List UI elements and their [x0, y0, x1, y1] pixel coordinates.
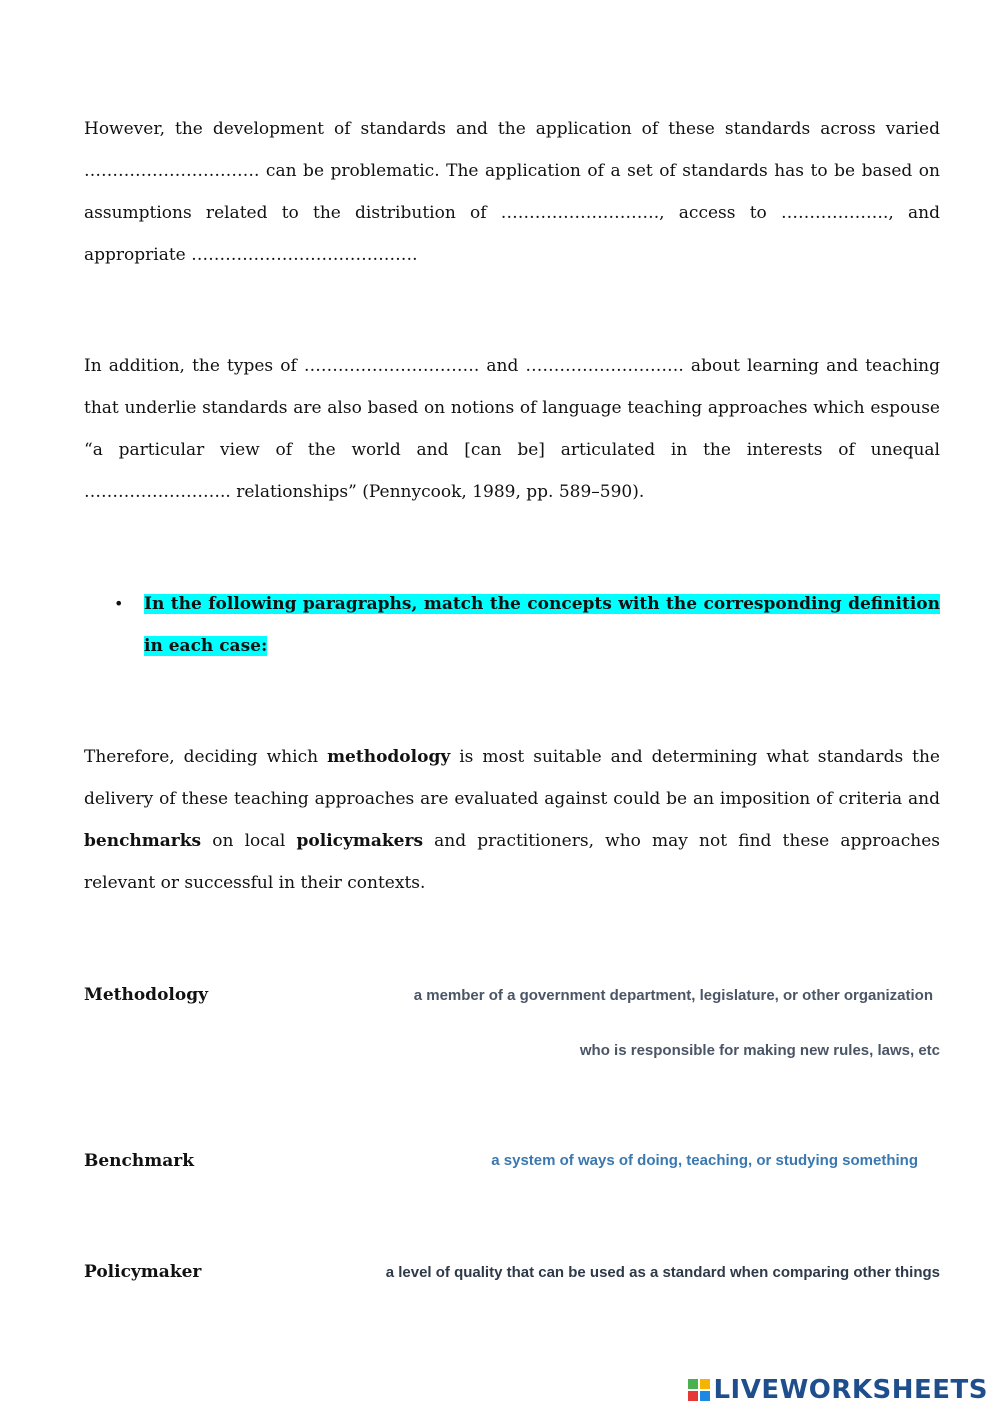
p3-text-4: and practitioners, who may not find these approaches relevant or successful in their contexts.: [84, 831, 940, 893]
p3-keyword-policymakers: policymakers: [296, 831, 424, 851]
liveworksheets-logo-icon: [687, 1378, 711, 1402]
match-term-methodology[interactable]: Methodology: [84, 985, 208, 1005]
instruction-text-container: [144, 583, 940, 667]
match-definition-policymaker-line1[interactable]: a member of a government department, legislature, or other organization: [413, 987, 933, 1004]
liveworksheets-logo: [687, 1374, 988, 1406]
bullet-icon: •: [114, 594, 124, 613]
match-definition-benchmark[interactable]: a level of quality that can be used as a standard when comparing other things: [385, 1264, 940, 1281]
p3-text-1: Therefore, deciding which: [84, 747, 328, 767]
p3-keyword-methodology: methodology: [327, 747, 451, 767]
paragraph-types-of-learning: In addition, the types of …………………………. and ………………………. about learning and teaching that underlie standards are also based on notions of language teaching approaches which espouse “a particular view of the world and [can be] articulated in the interests of unequal …………………….. relationships” (Pennycook, 1989, pp. 589–590).: [84, 356, 940, 502]
instruction-bullet: [84, 583, 940, 667]
match-definition-methodology[interactable]: a system of ways of doing, teaching, or studying something: [491, 1152, 918, 1169]
p3-keyword-benchmarks: benchmarks: [84, 831, 202, 851]
logo-text: LIVEWORKSHEETS: [713, 1375, 988, 1405]
p3-text-2: is most suitable and determining what standards the delivery of these teaching approaches are evaluated against could be an imposition of criteria and: [84, 747, 940, 809]
match-definition-policymaker-line2[interactable]: who is responsible for making new rules, laws, etc: [579, 1042, 940, 1059]
match-term-policymaker[interactable]: Policymaker: [84, 1262, 202, 1282]
p3-text-3: on local: [201, 831, 297, 851]
instruction-text: In the following paragraphs, match the concepts with the corresponding definition in each case:: [144, 594, 940, 656]
paragraph-standards-application: However, the development of standards and the application of these standards across varied …………………………. can be problematic. The application of a set of standards has to be based on assumptions related to the distribution of ………………………., access to ………………., and appropriate ………………………………….: [84, 119, 940, 265]
match-term-benchmark[interactable]: Benchmark: [84, 1151, 194, 1171]
paragraph-methodology-context: [84, 736, 940, 904]
